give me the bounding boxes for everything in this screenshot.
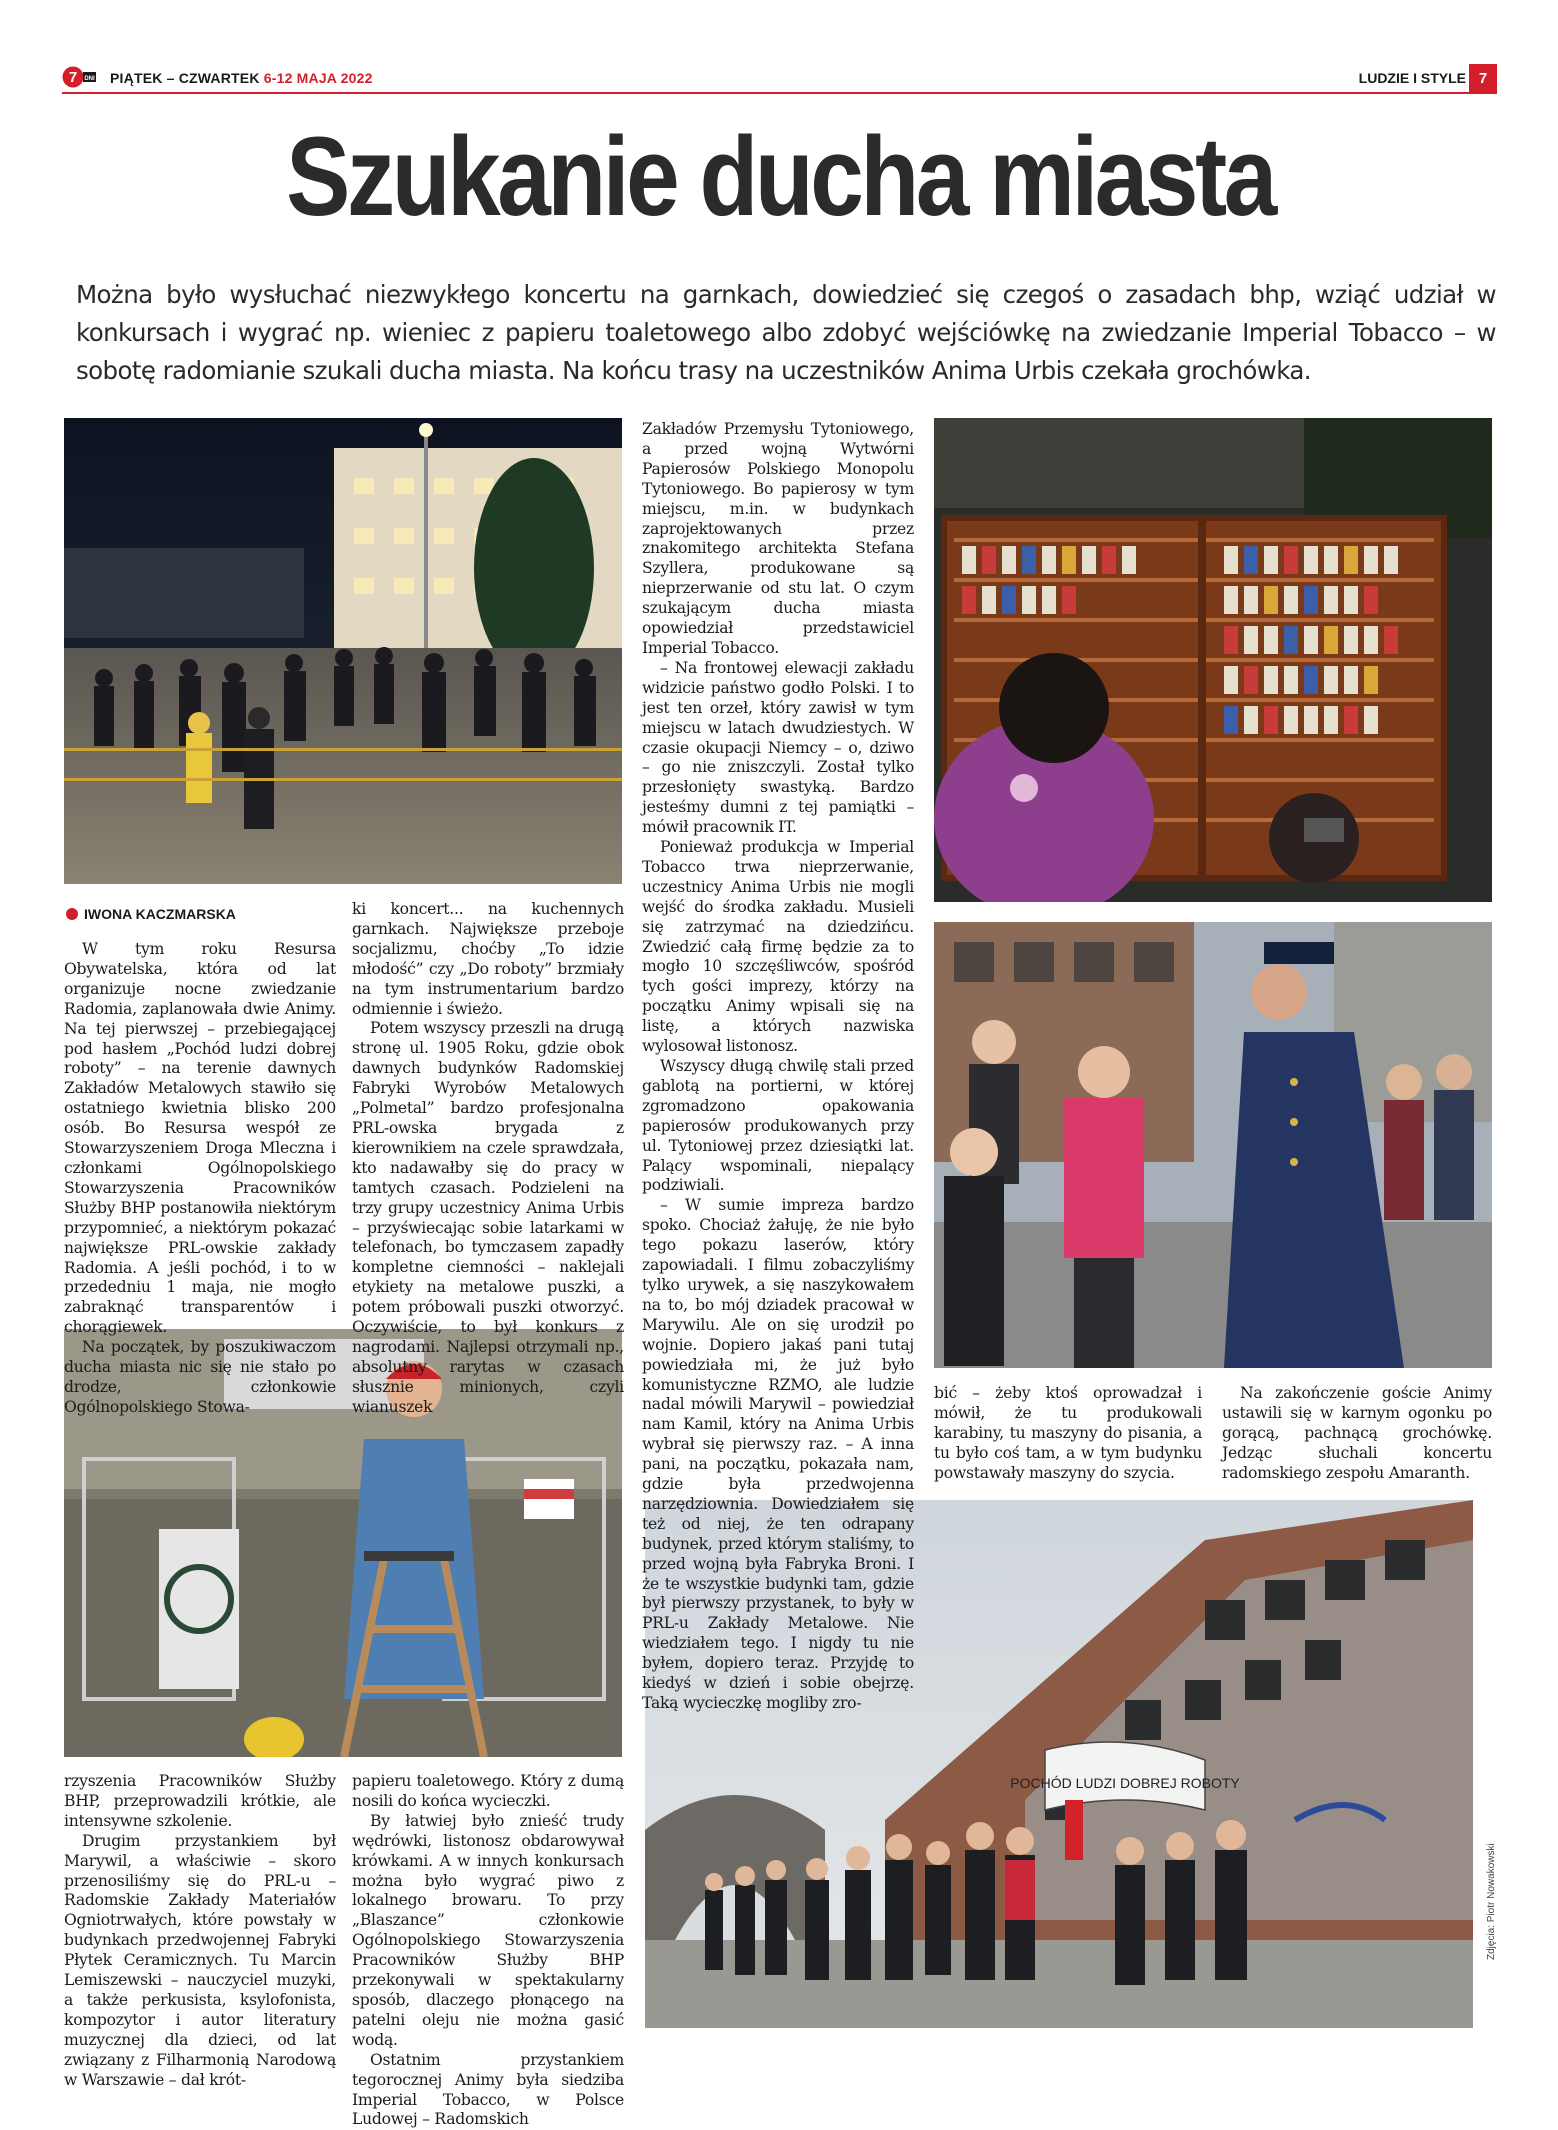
logo-icon bbox=[62, 66, 96, 88]
paragraph: bić – żeby ktoś oprowadzał i mówił, że tu produkowali karabiny, tu maszyny do pisania, a tu było coś tam, a w tym budynku powstawały maszyny do szycia. bbox=[934, 1384, 1202, 1482]
column-5 bbox=[1222, 1384, 1492, 1484]
paragraph: Zakładów Przemysłu Tytoniowego, a przed wojną Wytwórni Papierosów Polskiego Monopolu Tytoniowego. Bo papierosy w tym miejscu, m.in. w budynkach zaprojektowanych przez znakomitego architekta Stefana Szyllera, produkowane są nieprzerwanie od stu lat. O czym szukającym ducha miasta opowiedział przedstawiciel Imperial Tobacco. bbox=[642, 420, 914, 657]
column-2 bbox=[352, 900, 624, 1418]
paragraph: Potem wszyscy przeszli na drugą stronę ul. 1905 Roku, gdzie obok dawnych budynków Radomskiej Fabryki Wyrobów Metalowych „Polmetal” bardzo profesjonalna PRL-owska brygada z kierownikiem na czele sprawdzała, kto nadawałby się do pracy w tamtych czasach. Podzieleni na trzy grupy uczestnicy Anima Urbis – przyświecając sobie latarkami w telefonach, bo tymczasem zapadły kompletne ciemności – naklejali etykiety na metalowe puszki, a potem próbowali puszki otworzyć. Oczywiście, to był konkurs z nagrodami. Najlepsi otrzymali np., absolutny rarytas w czasach słusznie minionych, czyli wianuszek bbox=[352, 1019, 624, 1416]
photo-credit: Zdjęcia: Piotr Nowakowski bbox=[1486, 1843, 1497, 1960]
svg-text:DNI: DNI bbox=[84, 76, 95, 82]
paragraph: rzyszenia Pracowników Służby BHP, przeprowadzili krótkie, ale intensywne szkolenie. bbox=[64, 1772, 336, 1830]
paragraph: Wszyscy długą chwilę stali przed gablotą na portierni, w której zgromadzono opakowania papierosów produkowanych przy ul. Tytoniowej przez dziesiątki lat. Palący wspominali, niepalący podziwiali. bbox=[642, 1057, 914, 1195]
paragraph: Ponieważ produkcja w Imperial Tobacco trwa nieprzerwanie, uczestnicy Anima Urbis nie mogli wejść do środka zakładu. Musieli się zatrzymać na dziedzińcu. Zwiedzić całą firmę będzie za to mogło 10 szczęśliwców, spośród tych gości imprezy, którzy na początku Animy wpisali się na listę, a których nazwiska wylosował listonosz. bbox=[642, 838, 914, 1056]
column-7 bbox=[352, 1772, 624, 2130]
paragraph: W tym roku Resursa Obywatelska, która od lat organizuje nocne zwiedzanie Radomia, zaplanowała dwie Animy. Na tej pierwszej – przebiegającej pod hasłem „Pochód ludzi dobrej roboty” – na terenie dawnych Zakładów Metalowych stawiło się ostatniego kwietnia blisko 200 osób. Bo Resursa wespół ze Stowarzyszeniem Droga Mleczna i członkami Ogólnopolskiego Stowarzyszenia Pracowników Służby BHP postanowiła niektórym przypomnieć, a niektórym pokazać największe PRL-owskie zakłady Radomia. A jeśli pochód, i to w przededniu 1 maja, nie mogło zabraknąć transparentów i chorągiewek. bbox=[64, 940, 336, 1337]
column-6 bbox=[64, 1772, 336, 2091]
paragraph: By łatwiej było znieść trudy wędrówki, listonosz obdarowywał krówkami. A w innych konkursach można było wygrać piwo z lokalnego browaru. To przy „Blaszance” członkowie Ogólnopolskiego Stowarzyszenia Pracowników Służby BHP przekonywali w spektakularny sposób, dlaczego płonącego na patelni oleju nie można gasić wodą. bbox=[352, 1811, 624, 2049]
cigarette-cabinet-photo bbox=[934, 418, 1492, 902]
paragraph: ki koncert... na kuchennych garnkach. Największe przeboje socjalizmu, choćby „To idzie młodość” czy „Do roboty” brzmiały na tym instrumentarium bardzo odmiennie i świeżo. bbox=[352, 900, 624, 1018]
page-number: 7 bbox=[1469, 64, 1497, 92]
paragraph: Na początek, by poszukiwaczom ducha miasta nic się nie stało po drodze, członkowie Ogólnopolskiego Stowa- bbox=[64, 1338, 336, 1416]
column-1 bbox=[64, 940, 336, 1418]
paragraph: papieru toaletowego. Który z dumą nosili do końca wycieczki. bbox=[352, 1772, 624, 1810]
header-section: LUDZIE I STYLE bbox=[1358, 70, 1466, 86]
article-lead: Można było wysłuchać niezwykłego koncertu na garnkach, dowiedzieć się czegoś o zasadach bhp, wziąć udział w konkursach i wygrać np. wieniec z papieru toaletowego albo zdobyć wejściówkę na zwiedzanie Imperial Tobacco – w sobotę radomianie szukali ducha miasta. Na końcu trasy na uczestników Anima Urbis czekała grochówka. bbox=[76, 280, 1496, 385]
paragraph: Na zakończenie goście Animy ustawili się w karnym ogonku po gorącą, pachnącą grochówkę. Jedząc słuchali koncertu radomskiego zespołu Amaranth. bbox=[1222, 1384, 1492, 1482]
svg-text:7: 7 bbox=[68, 69, 78, 86]
bullet-icon bbox=[66, 908, 78, 920]
author-byline: IWONA KACZMARSKA bbox=[66, 906, 236, 922]
header-date: PIĄTEK – CZWARTEK 6-12 MAJA 2022 bbox=[110, 70, 373, 86]
article-title: Szukanie ducha miasta bbox=[286, 114, 1274, 239]
paragraph: – Na frontowej elewacji zakładu widzicie państwo godło Polski. I to jest ten orzeł, który zawisł w tym miejscu w latach dwudziestych. W czasie okupacji Niemcy – o, dziwo – go nie zniszczyli. Został tylko przesłonięty swastyką. Bardzo jesteśmy dumni z tej pamiątki – mówił pracownik IT. bbox=[642, 658, 914, 837]
night-march-photo bbox=[64, 418, 622, 884]
paragraph: Drugim przystankiem był Marywil, a właściwie – skoro przenosiliśmy się do PRL-u – Radomskie Zakłady Materiałów Ogniotrwałych, które powstały w budynkach przedwojennej Fabryki Płytek Ceramicznych. Tu Marcin Lemiszewski – nauczyciel muzyki, a także perkusista, ksylofonista, kompozytor i autor literatury muzycznej dla dzieci, od lat związany z Filharmonią Narodową w Warszawie – dał krót- bbox=[64, 1831, 336, 2089]
conductor-photo bbox=[934, 922, 1492, 1368]
paragraph: – W sumie impreza bardzo spoko. Chociaż żałuję, że nie było tego pokazu laserów, który zapowiadali. I filmu zobaczyliśmy tylko urywek, a się naszykowałem na to, bo mój dziadek pracował w Marywilu. Ale on się urodził po wojnie. Dopiero jakaś pani tutaj powiedziała mi, że już było komunistyczne RZMO, ale ludzie nadal mówili Marywil – powiedział nam Kamil, który na Anima Urbis wybrał się pierwszy raz. – A inna pani, na początku, pokazała nam, gdzie była przedwojenna narzędziownia. Dowiedziałem się też od niej, że ten odrapany budynek, przed którym staliśmy, to przed wojną była Fabryka Broni. I że te wszystkie budynki tam, gdzie był pierwszy przystanek, to były w PRL-u Zakłady Metalowe. Nie wiedziałem tego. I nigdy tu nie byłem, dopiero teraz. Przyjdę to kiedyś w dzień i sobie obejrzę. Taką wycieczkę mogliby zro- bbox=[642, 1196, 914, 1712]
paragraph: Ostatnim przystankiem tegorocznej Animy była siedziba Imperial Tobacco, w Polsce Ludowej – Radomskich bbox=[352, 2050, 624, 2129]
column-4 bbox=[934, 1384, 1202, 1484]
column-3 bbox=[642, 420, 914, 1714]
banner-text: POCHÓD LUDZI DOBREJ ROBOTY bbox=[1010, 1775, 1240, 1791]
